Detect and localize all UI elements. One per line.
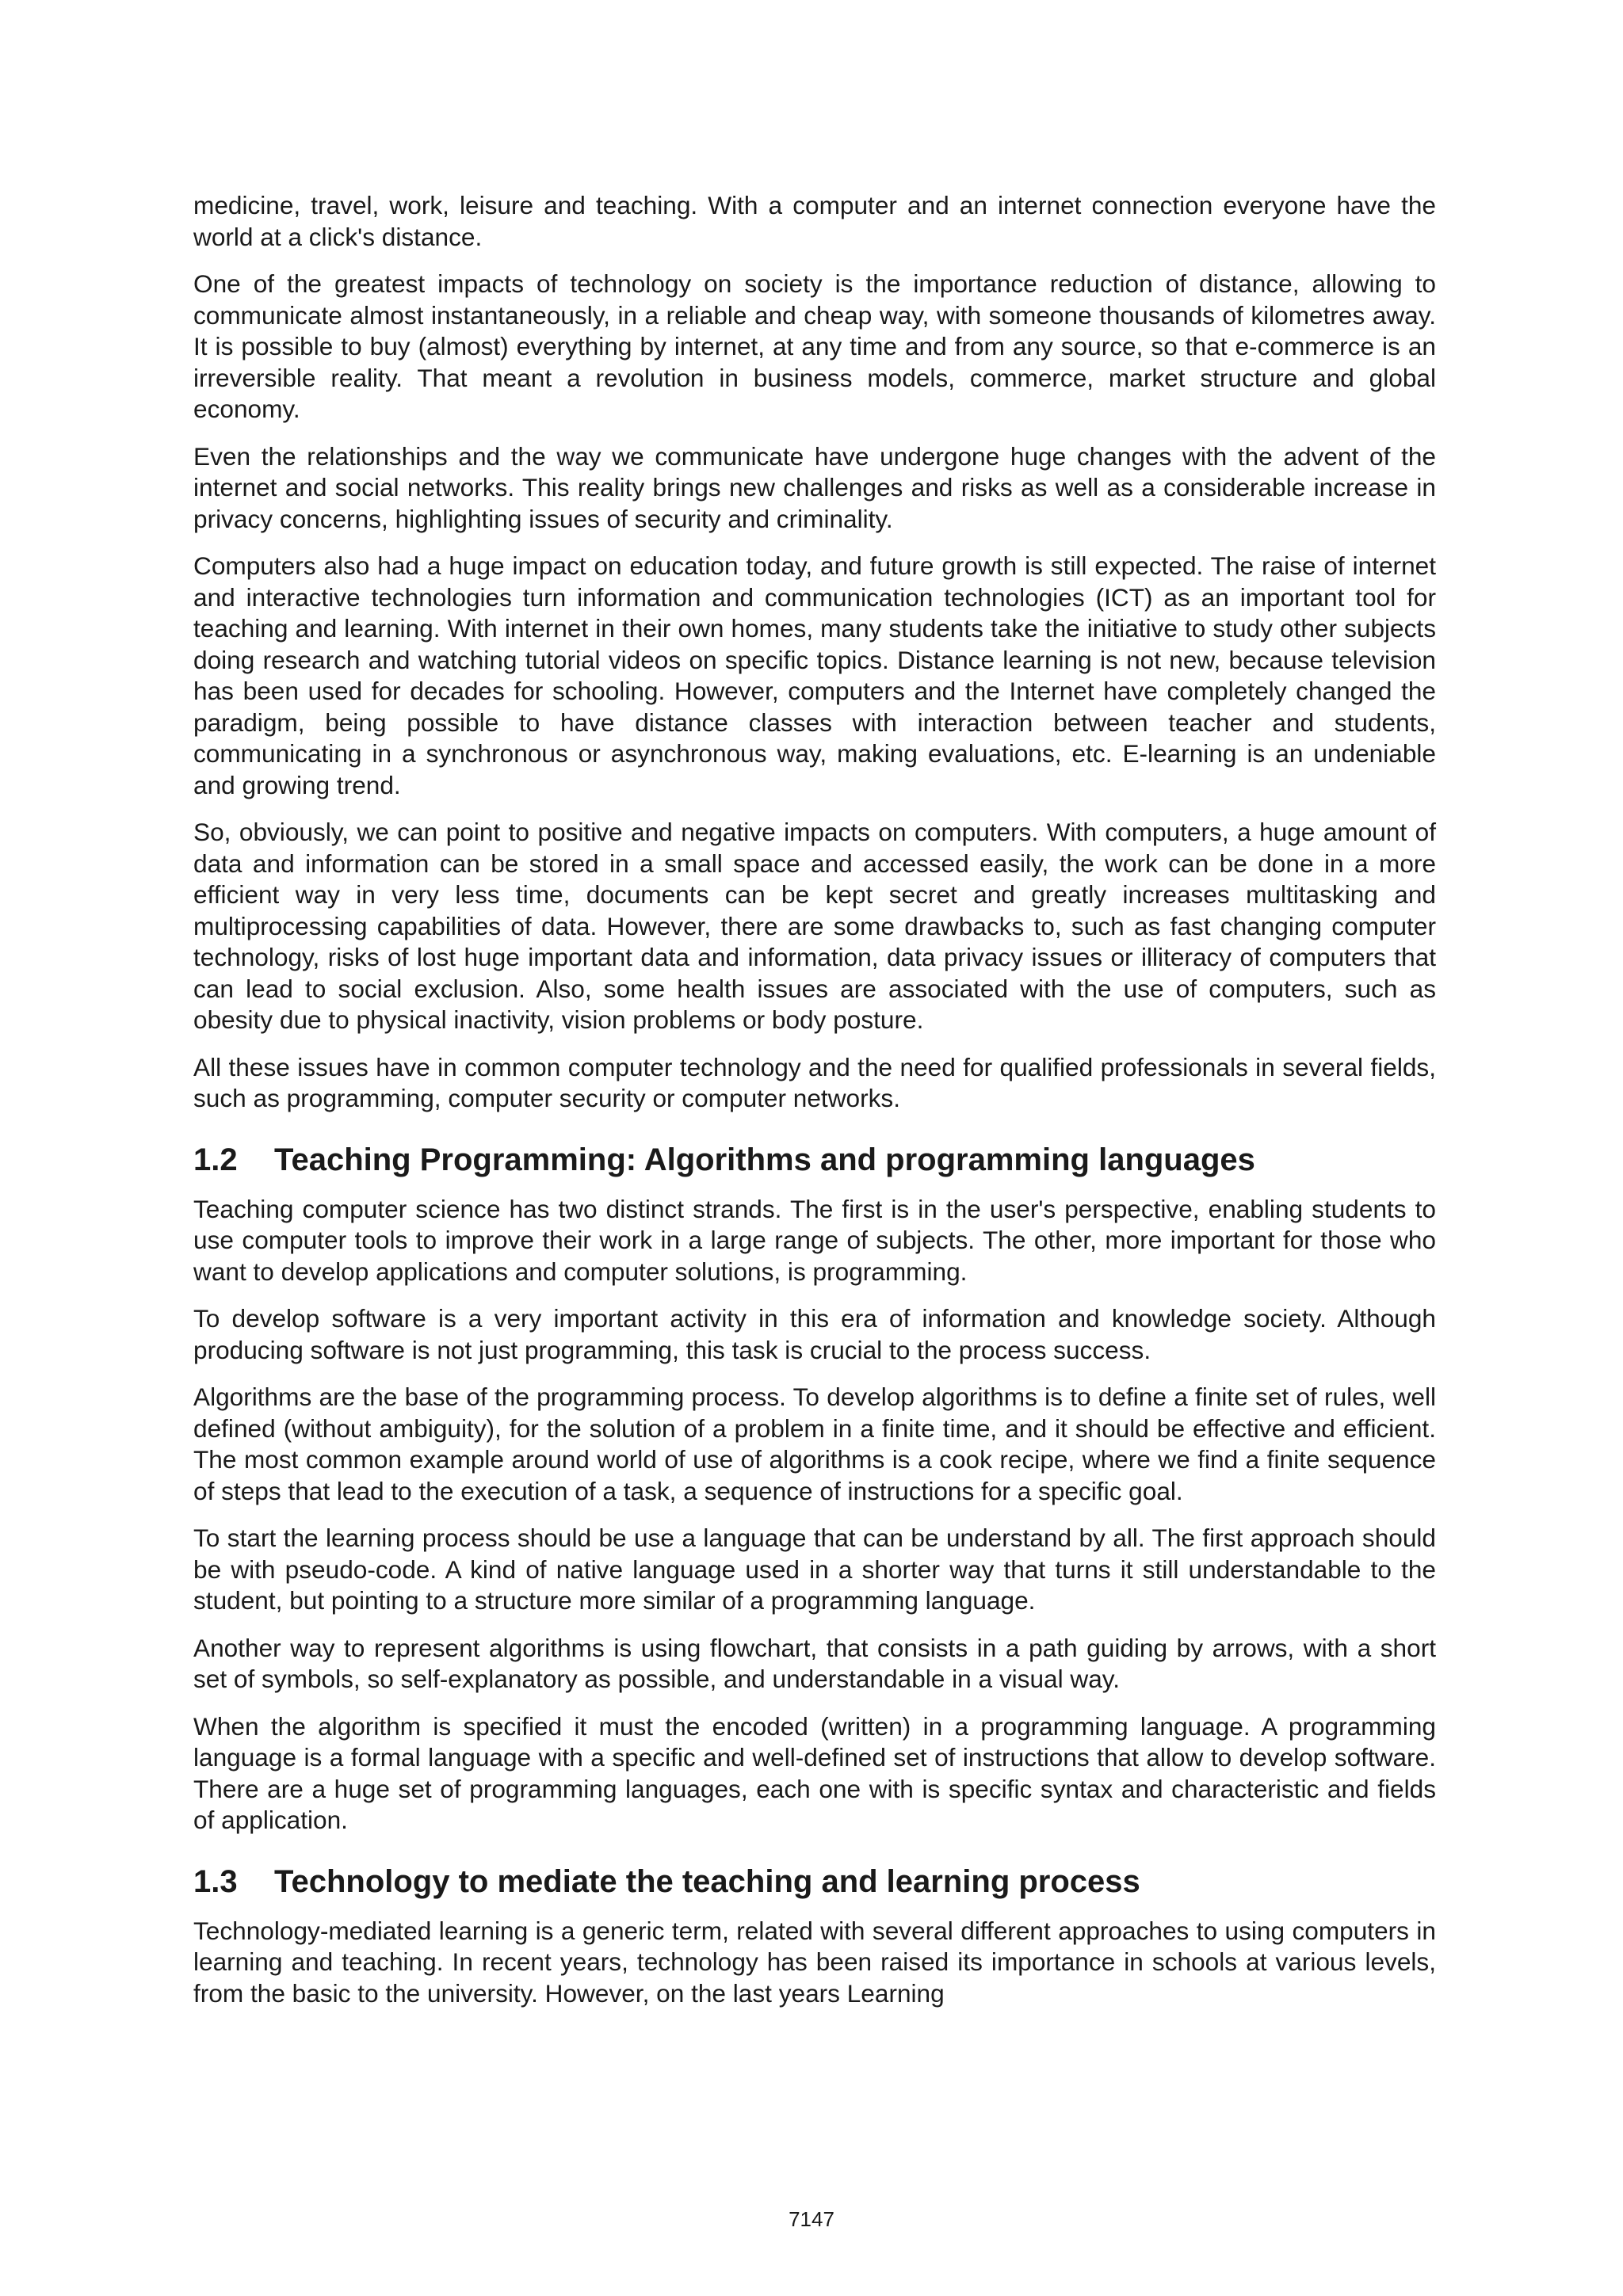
paragraph: One of the greatest impacts of technology on society is the importance reduction of distance, allowing to communicate almost instantaneously, in a reliable and cheap way, with someone thousands of kilometres away. It is possible to buy (almost) everything by internet, at any time and from any source, so that e-commerce is an irreversible reality. That meant a revolution in business models, commerce, market structure and global economy. xyxy=(193,269,1436,423)
paragraph: Technology-mediated learning is a generic term, related with several different approaches to using computers in learning and teaching. In recent years, technology has been raised its importance in schools at various levels, from the basic to the university. However, on the last years Learning xyxy=(193,1916,1436,2008)
paragraph: Teaching computer science has two distinct strands. The first is in the user's perspective, enabling students to use computer tools to improve their work in a large range of subjects. The other, more important for those who want to develop applications and computer solutions, is programming. xyxy=(193,1194,1436,1286)
section-heading-1-2 xyxy=(193,1141,1436,1179)
section-title: Technology to mediate the teaching and learning process xyxy=(274,1863,1140,1899)
page-number: 7147 xyxy=(789,2207,834,2231)
paragraph: To develop software is a very important activity in this era of information and knowledge society. Although producing software is not just programming, this task is crucial to the process success. xyxy=(193,1304,1436,1364)
paragraph: To start the learning process should be use a language that can be understand by all. The first approach should be with pseudo-code. A kind of native language used in a shorter way that turns it still understandable to the student, but pointing to a structure more similar of a programming language. xyxy=(193,1524,1436,1615)
paragraph: medicine, travel, work, leisure and teaching. With a computer and an internet connection everyone have the world at a click's distance. xyxy=(193,191,1436,251)
paragraph: Algorithms are the base of the programming process. To develop algorithms is to define a finite set of rules, well defined (without ambiguity), for the solution of a problem in a finite time, and it should be effective and efficient. The most common example around world of use of algorithms is a cook recipe, where we find a finite sequence of steps that lead to the execution of a task, a sequence of instructions for a specific goal. xyxy=(193,1383,1436,1505)
section-title: Teaching Programming: Algorithms and programming languages xyxy=(274,1142,1255,1177)
section-heading-1-3 xyxy=(193,1863,1436,1901)
paragraph: When the algorithm is specified it must the encoded (written) in a programming language. A programming language is a formal language with a specific and well-defined set of instructions that allow to develop software. There are a huge set of programming languages, each one with is specific syntax and characteristic and fields of application. xyxy=(193,1711,1436,1834)
section-number: 1.2 xyxy=(193,1142,238,1177)
paragraph: Another way to represent algorithms is using flowchart, that consists in a path guiding by arrows, with a short set of symbols, so self-explanatory as possible, and understandable in a visual way. xyxy=(193,1633,1436,1693)
paragraph: Computers also had a huge impact on education today, and future growth is still expected. The raise of internet and interactive technologies turn information and communication technologies (ICT) as an important tool for teaching and learning. With internet in their own homes, many students take the initiative to study other subjects doing research and watching tutorial videos on specific topics. Distance learning is not new, because television has been used for decades for schooling. However, computers and the Internet have completely changed the paradigm, being possible to have distance classes with interaction between teacher and students, communicating in a synchronous or asynchronous way, making evaluations, etc. E-learning is an undeniable and growing trend. xyxy=(193,551,1436,799)
paragraph: Even the relationships and the way we communicate have undergone huge changes with the advent of the internet and social networks. This reality brings new challenges and risks as well as a considerable increase in privacy concerns, highlighting issues of security and criminality. xyxy=(193,441,1436,533)
paragraph: So, obviously, we can point to positive and negative impacts on computers. With computers, a huge amount of data and information can be stored in a small space and accessed easily, the work can be done in a more efficient way in very less time, documents can be kept secret and greatly increases multitasking and multiprocessing capabilities of data. However, there are some drawbacks to, such as fast changing computer technology, risks of lost huge important data and information, data privacy issues or illiteracy of computers that can lead to social exclusion. Also, some health issues are associated with the use of computers, such as obesity due to physical inactivity, vision problems or body posture. xyxy=(193,818,1436,1034)
section-number: 1.3 xyxy=(193,1863,238,1899)
page-content xyxy=(193,190,1436,2025)
paragraph: All these issues have in common computer technology and the need for qualified professionals in several fields, such as programming, computer security or computer networks. xyxy=(193,1052,1436,1112)
